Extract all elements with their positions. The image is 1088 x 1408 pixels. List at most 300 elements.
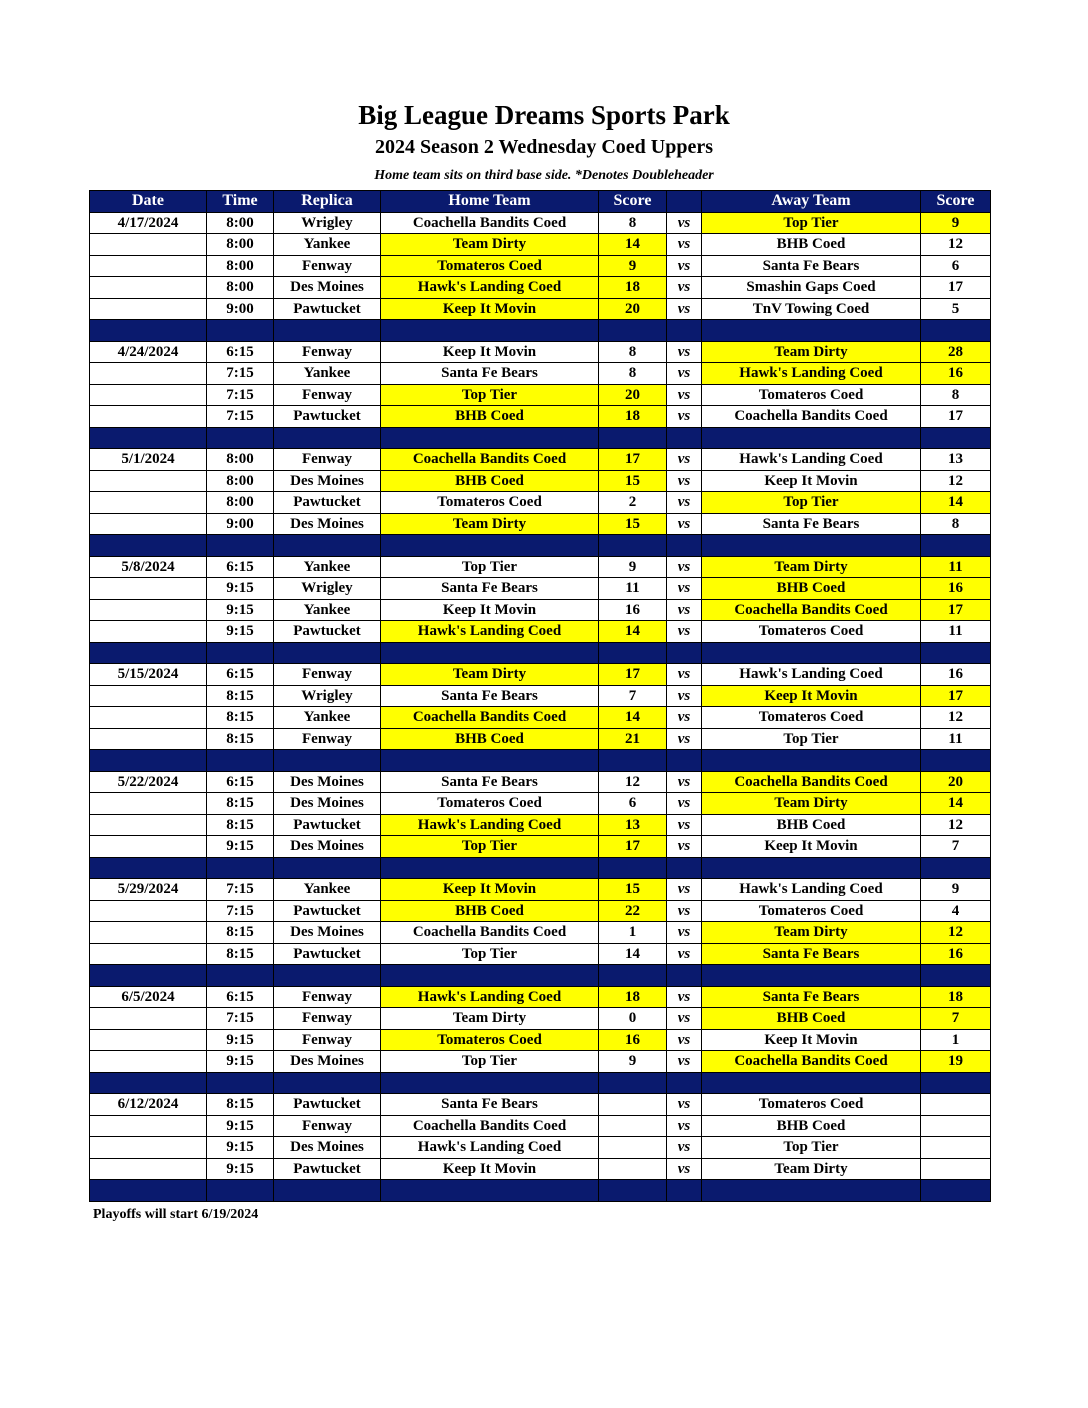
separator-cell [90,965,207,987]
away-score-cell: 9 [921,879,991,901]
separator-cell [667,750,702,772]
home-team-cell: Top Tier [381,1051,599,1073]
away-team-cell: BHB Coed [702,234,921,256]
field-cell: Fenway [274,986,381,1008]
away-team-cell: TnV Towing Coed [702,298,921,320]
separator-cell [90,857,207,879]
home-team-cell: BHB Coed [381,406,599,428]
separator-cell [274,857,381,879]
separator-cell [702,320,921,342]
separator-cell [599,1180,667,1202]
table-row [90,922,991,944]
away-score-cell: 11 [921,728,991,750]
separator-cell [702,535,921,557]
date-cell [90,1008,207,1030]
vs-cell: vs [667,363,702,385]
home-score-cell: 18 [599,277,667,299]
away-score-cell [921,1094,991,1116]
home-team-cell: Tomateros Coed [381,793,599,815]
field-cell: Wrigley [274,578,381,600]
separator-cell [667,320,702,342]
vs-cell: vs [667,1008,702,1030]
home-score-cell: 20 [599,298,667,320]
time-cell: 9:15 [207,1158,274,1180]
home-score-cell: 14 [599,234,667,256]
field-cell: Des Moines [274,922,381,944]
time-cell: 9:15 [207,1051,274,1073]
separator-cell [90,642,207,664]
date-cell [90,814,207,836]
field-cell: Des Moines [274,1051,381,1073]
time-cell: 9:15 [207,1137,274,1159]
field-cell: Pawtucket [274,492,381,514]
time-cell: 8:15 [207,1094,274,1116]
away-team-cell: Tomateros Coed [702,1094,921,1116]
vs-cell: vs [667,1094,702,1116]
date-cell: 6/12/2024 [90,1094,207,1116]
separator-cell [921,535,991,557]
footnote: Playoffs will start 6/19/2024 [93,1207,259,1222]
separator-cell [599,857,667,879]
home-team-cell: Top Tier [381,384,599,406]
vs-cell: vs [667,986,702,1008]
date-cell: 5/1/2024 [90,449,207,471]
separator-cell [599,750,667,772]
away-score-cell: 12 [921,707,991,729]
time-cell: 8:15 [207,943,274,965]
date-cell [90,836,207,858]
time-cell: 7:15 [207,879,274,901]
field-cell: Des Moines [274,470,381,492]
away-score-cell: 18 [921,986,991,1008]
table-row [90,771,991,793]
week-separator-row [90,535,991,557]
separator-cell [90,1072,207,1094]
home-team-cell: Santa Fe Bears [381,771,599,793]
away-team-cell: Coachella Bandits Coed [702,1051,921,1073]
away-team-cell: Hawk's Landing Coed [702,664,921,686]
separator-cell [274,1180,381,1202]
away-score-cell: 6 [921,255,991,277]
date-cell [90,470,207,492]
vs-cell: vs [667,255,702,277]
home-score-cell: 7 [599,685,667,707]
away-score-cell: 20 [921,771,991,793]
home-score-cell [599,1137,667,1159]
separator-cell [274,1072,381,1094]
table-row [90,1008,991,1030]
vs-cell: vs [667,298,702,320]
away-team-cell: Top Tier [702,1137,921,1159]
separator-cell [207,320,274,342]
away-team-cell: BHB Coed [702,814,921,836]
week-separator-row [90,320,991,342]
home-score-cell: 14 [599,621,667,643]
away-team-cell: Santa Fe Bears [702,943,921,965]
table-row [90,341,991,363]
time-cell: 8:15 [207,685,274,707]
away-score-cell: 7 [921,1008,991,1030]
table-row [90,277,991,299]
away-team-cell: BHB Coed [702,1115,921,1137]
away-team-cell: Coachella Bandits Coed [702,406,921,428]
table-row [90,492,991,514]
separator-cell [207,1072,274,1094]
away-team-cell: Santa Fe Bears [702,255,921,277]
away-team-cell: Top Tier [702,728,921,750]
home-team-cell: Hawk's Landing Coed [381,814,599,836]
schedule-table [89,190,991,1202]
field-cell: Pawtucket [274,1094,381,1116]
away-score-cell: 11 [921,556,991,578]
away-team-cell: Coachella Bandits Coed [702,771,921,793]
field-cell: Des Moines [274,1137,381,1159]
home-score-cell: 18 [599,986,667,1008]
home-team-cell: Coachella Bandits Coed [381,922,599,944]
home-team-cell: Tomateros Coed [381,255,599,277]
home-score-cell: 8 [599,212,667,234]
date-cell: 6/5/2024 [90,986,207,1008]
separator-cell [921,1180,991,1202]
vs-cell: vs [667,492,702,514]
separator-cell [90,535,207,557]
week-separator-row [90,857,991,879]
col-header-home-score: Score [599,191,667,213]
separator-cell [599,965,667,987]
separator-cell [667,857,702,879]
time-cell: 8:00 [207,492,274,514]
away-score-cell: 12 [921,470,991,492]
separator-cell [921,857,991,879]
vs-cell: vs [667,1115,702,1137]
field-cell: Pawtucket [274,298,381,320]
time-cell: 9:15 [207,1115,274,1137]
vs-cell: vs [667,943,702,965]
table-row [90,556,991,578]
vs-cell: vs [667,836,702,858]
home-team-cell: Santa Fe Bears [381,1094,599,1116]
col-header-away-team: Away Team [702,191,921,213]
field-cell: Des Moines [274,771,381,793]
week-separator-row [90,750,991,772]
field-cell: Pawtucket [274,621,381,643]
table-row [90,255,991,277]
home-score-cell: 21 [599,728,667,750]
col-header-replica: Replica [274,191,381,213]
vs-cell: vs [667,814,702,836]
separator-cell [207,857,274,879]
table-row [90,728,991,750]
vs-cell: vs [667,664,702,686]
away-team-cell: BHB Coed [702,578,921,600]
vs-cell: vs [667,234,702,256]
vs-cell: vs [667,212,702,234]
field-cell: Fenway [274,255,381,277]
time-cell: 8:00 [207,234,274,256]
away-score-cell: 8 [921,513,991,535]
vs-cell: vs [667,900,702,922]
away-team-cell: Team Dirty [702,793,921,815]
time-cell: 6:15 [207,664,274,686]
vs-cell: vs [667,470,702,492]
date-cell [90,1137,207,1159]
date-cell [90,277,207,299]
date-cell [90,793,207,815]
home-team-cell: Tomateros Coed [381,1029,599,1051]
home-score-cell: 15 [599,470,667,492]
date-cell [90,728,207,750]
vs-cell: vs [667,556,702,578]
field-cell: Wrigley [274,685,381,707]
table-row [90,879,991,901]
table-row [90,707,991,729]
away-score-cell: 14 [921,793,991,815]
home-score-cell: 17 [599,836,667,858]
separator-cell [381,1072,599,1094]
home-score-cell: 9 [599,1051,667,1073]
away-team-cell: Keep It Movin [702,1029,921,1051]
separator-cell [702,427,921,449]
table-row [90,449,991,471]
col-header-date: Date [90,191,207,213]
away-team-cell: Hawk's Landing Coed [702,449,921,471]
separator-cell [599,320,667,342]
time-cell: 8:00 [207,255,274,277]
table-row [90,685,991,707]
date-cell [90,234,207,256]
separator-cell [599,535,667,557]
away-score-cell: 17 [921,685,991,707]
separator-cell [921,1072,991,1094]
away-score-cell: 5 [921,298,991,320]
away-score-cell: 8 [921,384,991,406]
separator-cell [207,750,274,772]
away-team-cell: Team Dirty [702,556,921,578]
away-score-cell [921,1158,991,1180]
field-cell: Fenway [274,384,381,406]
table-row [90,599,991,621]
vs-cell: vs [667,599,702,621]
table-row [90,1051,991,1073]
date-cell [90,363,207,385]
field-cell: Fenway [274,1029,381,1051]
field-cell: Des Moines [274,793,381,815]
date-cell [90,922,207,944]
time-cell: 9:00 [207,513,274,535]
time-cell: 8:00 [207,212,274,234]
time-cell: 9:15 [207,578,274,600]
home-score-cell: 18 [599,406,667,428]
separator-cell [599,1072,667,1094]
home-score-cell [599,1094,667,1116]
table-row [90,621,991,643]
time-cell: 6:15 [207,341,274,363]
away-score-cell: 12 [921,922,991,944]
separator-cell [274,535,381,557]
time-cell: 8:00 [207,449,274,471]
vs-cell: vs [667,1158,702,1180]
home-team-cell: Keep It Movin [381,599,599,621]
separator-cell [667,642,702,664]
home-score-cell: 8 [599,363,667,385]
home-team-cell: Hawk's Landing Coed [381,621,599,643]
away-team-cell: Team Dirty [702,922,921,944]
table-row [90,1115,991,1137]
away-score-cell: 14 [921,492,991,514]
date-cell: 5/22/2024 [90,771,207,793]
home-score-cell: 14 [599,707,667,729]
away-team-cell: BHB Coed [702,1008,921,1030]
home-score-cell: 12 [599,771,667,793]
table-row [90,298,991,320]
separator-cell [702,857,921,879]
vs-cell: vs [667,621,702,643]
separator-cell [207,1180,274,1202]
field-cell: Pawtucket [274,814,381,836]
separator-cell [702,965,921,987]
separator-cell [274,750,381,772]
field-cell: Fenway [274,449,381,471]
separator-cell [207,965,274,987]
date-cell: 5/15/2024 [90,664,207,686]
field-cell: Pawtucket [274,943,381,965]
home-score-cell: 17 [599,664,667,686]
time-cell: 8:15 [207,922,274,944]
separator-cell [207,535,274,557]
home-team-cell: Tomateros Coed [381,492,599,514]
home-team-cell: Coachella Bandits Coed [381,212,599,234]
table-row [90,900,991,922]
away-score-cell [921,1115,991,1137]
table-row [90,664,991,686]
separator-cell [207,642,274,664]
separator-cell [381,642,599,664]
vs-cell: vs [667,277,702,299]
separator-cell [921,750,991,772]
schedule-body [90,212,991,1201]
date-cell [90,255,207,277]
separator-cell [207,427,274,449]
away-score-cell: 4 [921,900,991,922]
away-score-cell: 16 [921,943,991,965]
home-team-cell: Top Tier [381,836,599,858]
vs-cell: vs [667,341,702,363]
separator-cell [90,320,207,342]
separator-cell [921,642,991,664]
home-score-cell: 17 [599,449,667,471]
col-header-away-score: Score [921,191,991,213]
home-score-cell: 20 [599,384,667,406]
home-team-cell: Hawk's Landing Coed [381,1137,599,1159]
vs-cell: vs [667,685,702,707]
home-team-cell: Coachella Bandits Coed [381,449,599,471]
away-team-cell: Keep It Movin [702,470,921,492]
time-cell: 9:15 [207,599,274,621]
time-cell: 8:00 [207,470,274,492]
col-header-time: Time [207,191,274,213]
separator-cell [381,750,599,772]
home-score-cell: 9 [599,556,667,578]
field-cell: Fenway [274,1008,381,1030]
table-row [90,793,991,815]
vs-cell: vs [667,384,702,406]
field-cell: Fenway [274,664,381,686]
separator-cell [667,427,702,449]
field-cell: Pawtucket [274,406,381,428]
table-row [90,943,991,965]
away-score-cell: 7 [921,836,991,858]
week-separator-row [90,1072,991,1094]
table-row [90,234,991,256]
table-row [90,986,991,1008]
separator-cell [921,320,991,342]
home-score-cell [599,1158,667,1180]
home-team-cell: Santa Fe Bears [381,578,599,600]
separator-cell [381,320,599,342]
away-team-cell: Hawk's Landing Coed [702,879,921,901]
away-team-cell: Smashin Gaps Coed [702,277,921,299]
home-team-cell: BHB Coed [381,470,599,492]
field-cell: Des Moines [274,277,381,299]
date-cell [90,900,207,922]
separator-cell [667,535,702,557]
time-cell: 7:15 [207,406,274,428]
home-score-cell: 15 [599,513,667,535]
field-cell: Yankee [274,599,381,621]
vs-cell: vs [667,578,702,600]
week-separator-row [90,642,991,664]
away-team-cell: Top Tier [702,492,921,514]
away-score-cell: 16 [921,363,991,385]
week-separator-row [90,1180,991,1202]
table-row [90,406,991,428]
home-team-cell: Santa Fe Bears [381,685,599,707]
separator-cell [381,1180,599,1202]
home-team-cell: BHB Coed [381,900,599,922]
header-note: Home team sits on third base side. *Denotes Doubleheader [374,168,714,183]
time-cell: 6:15 [207,556,274,578]
date-cell [90,1115,207,1137]
time-cell: 7:15 [207,900,274,922]
home-team-cell: Team Dirty [381,513,599,535]
home-team-cell: Coachella Bandits Coed [381,707,599,729]
separator-cell [667,1180,702,1202]
time-cell: 7:15 [207,363,274,385]
vs-cell: vs [667,879,702,901]
home-score-cell: 11 [599,578,667,600]
date-cell [90,685,207,707]
separator-cell [667,965,702,987]
away-team-cell: Keep It Movin [702,685,921,707]
time-cell: 8:15 [207,814,274,836]
away-score-cell: 19 [921,1051,991,1073]
away-team-cell: Keep It Movin [702,836,921,858]
separator-cell [599,427,667,449]
vs-cell: vs [667,922,702,944]
home-team-cell: Team Dirty [381,1008,599,1030]
vs-cell: vs [667,513,702,535]
date-cell [90,1029,207,1051]
time-cell: 8:15 [207,793,274,815]
separator-cell [274,642,381,664]
table-row [90,470,991,492]
table-row [90,578,991,600]
home-team-cell: Keep It Movin [381,879,599,901]
field-cell: Yankee [274,363,381,385]
separator-cell [381,965,599,987]
time-cell: 8:00 [207,277,274,299]
date-cell [90,599,207,621]
